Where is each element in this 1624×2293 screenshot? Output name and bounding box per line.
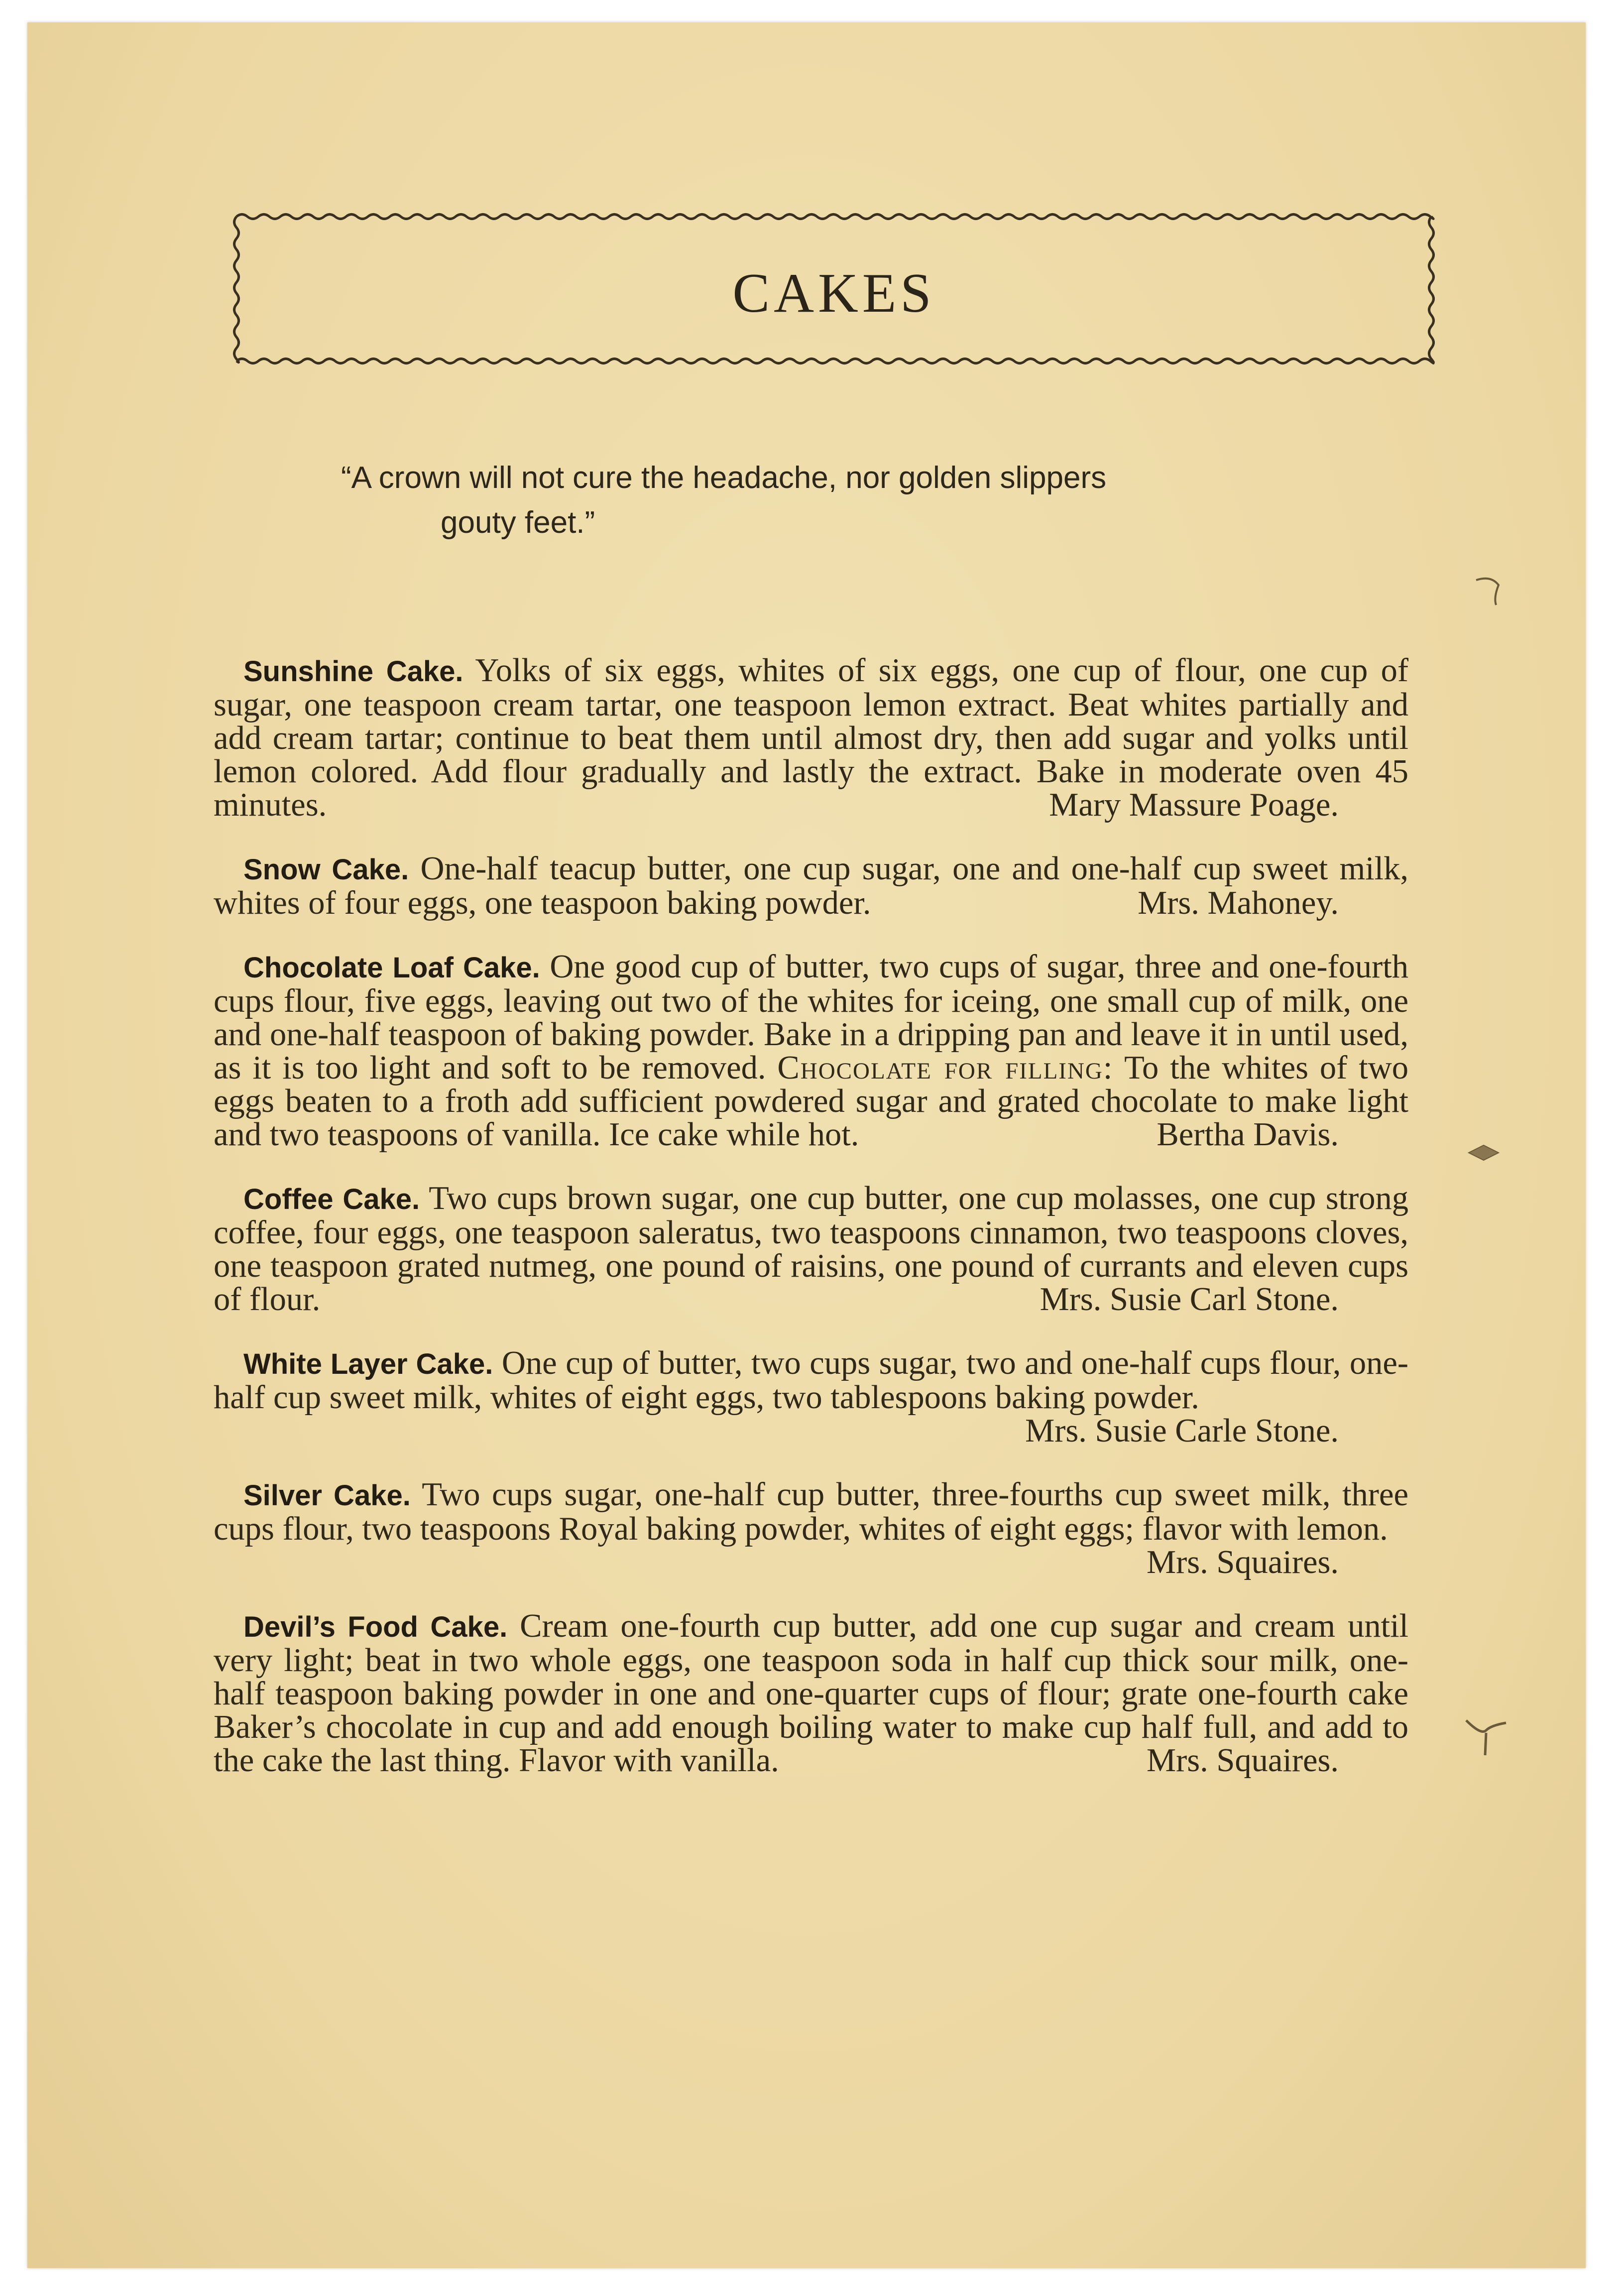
recipe-author: Mrs. Mahoney. [1138,885,1339,921]
paper-tear-mark [1471,570,1511,610]
epigraph-line-2: gouty feet.” [441,505,595,540]
recipe-text: Two cups brown sugar, one cup butter, one cup molasses, one cup strong coffee, four eggs, one teaspoon saleratus, two teaspoons cinnamon, two teaspoons cloves, one teaspoon grated nutmeg, one pound of raisins, one pound of currants and eleven cups of flour. [214,1180,1409,1318]
recipe-text: One good cup of butter, two cups of sugar, three and one-fourth cups flour, five eggs, leaving out two of the whites for iceing, one small cup of milk, one and one-half teaspoon of baking powder. Bake in a dripping pan and leave it in until used, as it is too light and soft to be removed. [214,949,1408,1086]
paper-tear-mark [1461,1715,1511,1760]
recipe-author: Mrs. Susie Carl Stone. [1040,1281,1339,1318]
recipe-title: Coffee Cake. [243,1183,420,1215]
recipe-title: Chocolate Loaf Cake. [243,952,540,984]
page-title: CAKES [732,262,935,324]
recipe-snow-cake [214,852,1408,920]
recipe-title: Devil’s Food Cake. [243,1611,508,1643]
recipe-title: Snow Cake. [243,853,409,886]
recipe-author: Mrs. Squaires. [1146,1544,1339,1580]
recipe-title: Silver Cake. [243,1479,411,1512]
recipe-text: One-half teacup butter, one cup sugar, one and one-half cup sweet milk, whites of four eggs, one teaspoon baking powder. [214,850,1409,921]
epigraph [341,456,1337,545]
recipe-title: Sunshine Cake. [243,655,464,688]
recipe-coffee-cake [214,1182,1408,1316]
title-frame [227,207,1441,371]
paper-tear-mark [1466,1138,1501,1168]
epigraph-line-1: “A crown will not cure the headache, nor golden slippers [341,461,1107,495]
recipe-author: Mrs. Susie Carle Stone. [1025,1413,1339,1449]
recipe-white-layer-cake [214,1346,1408,1448]
book-page [27,22,1586,2268]
recipe-author: Bertha Davis. [1157,1116,1339,1153]
recipe-chocolate-loaf-cake [214,950,1408,1151]
recipe-title: White Layer Cake. [243,1348,493,1380]
recipe-text: Two cups sugar, one-half cup butter, three-fourths cup sweet milk, three cups flour, two teaspoons Royal baking powder, whites of eight eggs; flavor with lemon. [214,1476,1408,1547]
recipe-author: Mary Massure Poage. [1049,787,1339,823]
recipe-devils-food-cake [214,1609,1408,1777]
recipe-silver-cake [214,1478,1408,1579]
recipe-text: Cream one-fourth cup butter, add one cup sugar and cream until very light; beat in two whole eggs, one teaspoon soda in half cup thick sour milk, one-half teaspoon baking powder in one and one-quarter cups of flour; grate one-fourth cake Baker’s chocolate in cup and add enough boiling water to make cup half full, and add to the cake the last thing. Flavor with vanilla. [214,1608,1409,1779]
recipe-text: One cup of butter, two cups sugar, two and one-half cups flour, one-half cup sweet milk, whites of eight eggs, two tablespoons baking powder. [214,1345,1408,1416]
recipe-subtitle: Chocolate for filling: [777,1050,1114,1086]
recipe-list [214,654,1408,1808]
recipe-sunshine-cake [214,654,1408,822]
recipe-author: Mrs. Squaires. [1146,1742,1339,1779]
recipe-text: Yolks of six eggs, whites of six eggs, one cup of flour, one cup of sugar, one teaspoon cream tartar, one teaspoon lemon extract. Beat whites partially and add cream tartar; continue to beat them until almost dry, then add sugar and yolks until lemon colored. Add flour gradually and lastly the extract. Bake in moderate oven 45 minutes. [214,652,1408,823]
recipe-text-2: To the whites of two eggs beaten to a froth add sufficient powdered sugar and grated chocolate to make light and two teaspoons of vanilla. Ice cake while hot. [214,1050,1409,1153]
